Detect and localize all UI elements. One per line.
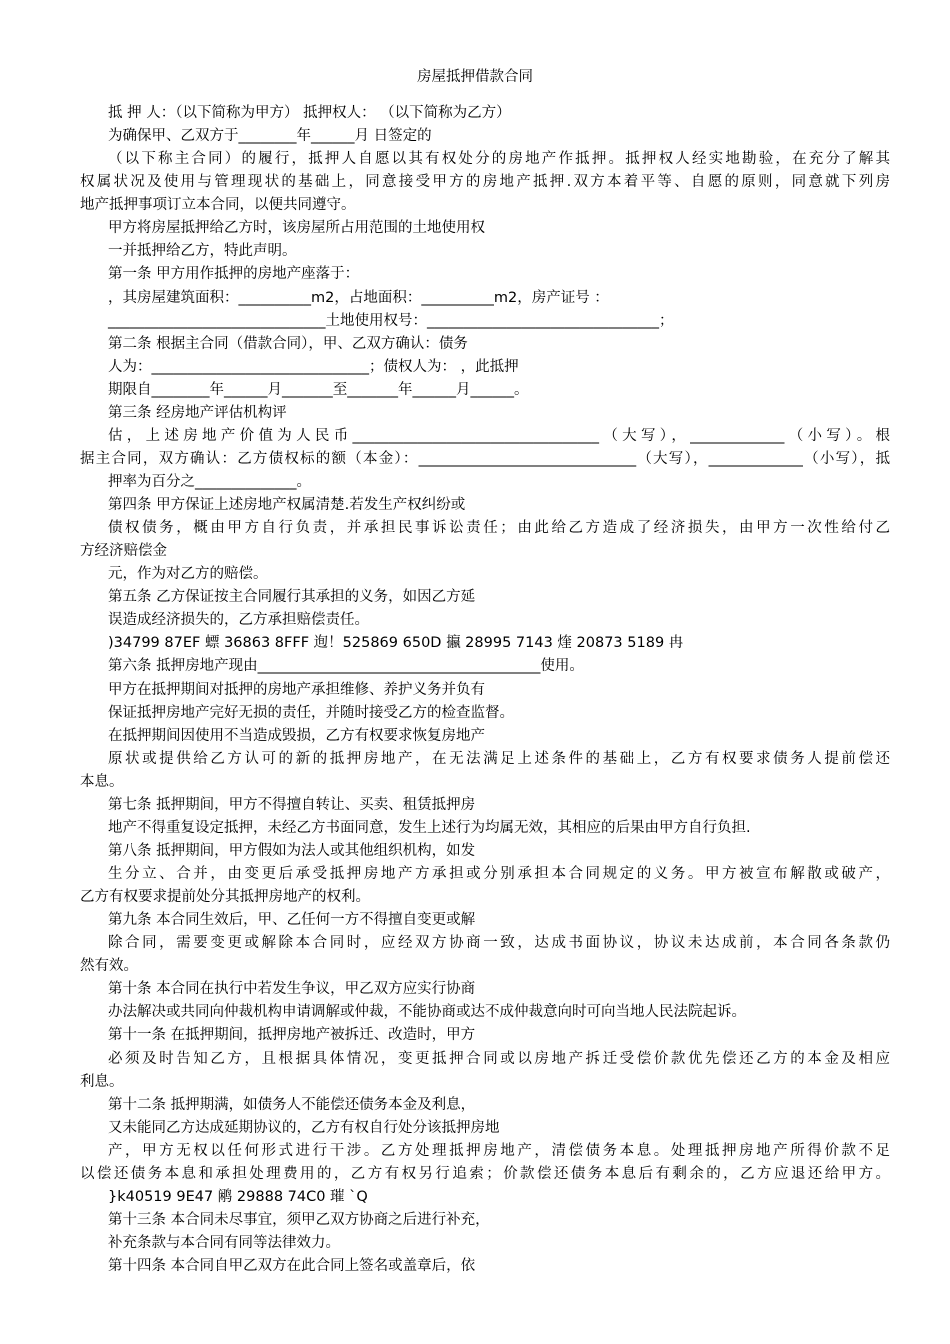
body-line: 利息。 <box>80 1073 124 1090</box>
body-line: 第四条 甲方保证上述房地产权属清楚.若发生产权纠纷或 <box>108 497 466 513</box>
body-line: 地产抵押事项订立本合同，以便共同遵守。 <box>80 197 356 214</box>
body-line: 第三条 经房地产评估机构评 <box>108 404 287 421</box>
body-line: 第九条 本合同生效后，甲、乙任何一方不得擅自变更或解 <box>108 912 476 929</box>
body-line: )34799 87EF 螵 36863 8FFF 迿！525869 650D 攍 28995 7143 煃 20873 5189 冉 <box>108 635 684 652</box>
body-line: 一并抵押给乙方，特此声明。 <box>108 243 297 260</box>
body-line: 期限自________年______月_______至_______年______月______。 <box>108 381 529 398</box>
body-line: 第十一条 在抵押期间，抵押房地产被拆迁、改造时，甲方 <box>108 1027 476 1044</box>
body-line: 人为：______________________________；债权人为： ，此抵押 <box>108 358 519 375</box>
body-line: 为确保甲、乙双方于________年______月 日签定的 <box>108 128 432 145</box>
body-line: 地产不得重复设定抵押，未经乙方书面同意，发生上述行为均属无效，其相应的后果由甲方自行负担. <box>108 819 751 836</box>
body-line: 又未能同乙方达成延期协议的，乙方有权自行处分该抵押房地 <box>108 1119 500 1136</box>
body-line: 估，上述房地产价值为人民币__________________________________（大写），_____________（小写）。根 <box>108 427 890 444</box>
body-line: 原状或提供给乙方认可的新的抵押房地产，在无法满足上述条件的基础上，乙方有权要求债务人提前偿还 <box>108 750 890 767</box>
body-line: 第十条 本合同在执行中若发生争议，甲乙双方应实行协商 <box>108 981 476 998</box>
body-line: 抵 押 人：（以下简称为甲方） 抵押权人： （以下简称为乙方） <box>108 105 511 121</box>
body-line: 第一条 甲方用作抵押的房地产座落于： <box>108 266 360 283</box>
body-line: 乙方有权要求提前处分其抵押房地产的权利。 <box>80 889 370 905</box>
body-line: ______________________________土地使用权号：________________________________； <box>108 312 674 329</box>
body-line: 第八条 抵押期间，甲方假如为法人或其他组织机构，如发 <box>108 842 476 859</box>
body-line: 权属状况及使用与管理现状的基础上，同意接受甲方的房地产抵押.双方本着平等、自愿的原则，同意就下列房 <box>80 174 890 191</box>
body-line: 第十四条 本合同自甲乙双方在此合同上签名或盖章后，依 <box>108 1258 476 1274</box>
body-line: 第七条 抵押期间，甲方不得擅自转让、买卖、租赁抵押房 <box>108 796 476 813</box>
body-line: 生分立、合并，由变更后承受抵押房地产方承担或分别承担本合同规定的义务。甲方被宣布解散或破产， <box>108 866 890 882</box>
body-line: 第五条 乙方保证按主合同履行其承担的义务，如因乙方延 <box>108 589 476 606</box>
body-line: 补充条款与本合同有同等法律效力。 <box>108 1234 340 1251</box>
body-line: 误造成经济损失的，乙方承担赔偿责任。 <box>108 612 369 629</box>
body-line: 在抵押期间因使用不当造成毁损，乙方有权要求恢复房地产 <box>108 727 485 744</box>
body-line: （以下称主合同）的履行，抵押人自愿以其有权处分的房地产作抵押。抵押权人经实地勘验，在充分了解其 <box>108 151 890 168</box>
body-line: 据主合同，双方确认：乙方债权标的额（本金）：______________________________（大写），_____________（小写），抵 <box>80 450 890 467</box>
body-line: 第二条 根据主合同（借款合同），甲、乙双方确认：债务 <box>108 335 468 352</box>
body-line: 产，甲方无权以任何形式进行干涉。乙方处理抵押房地产，清偿债务本息。处理抵押房地产所得价款不足 <box>108 1142 890 1159</box>
body-line: ，其房屋建筑面积：__________m2，占地面积：__________m2，房产证号 ： <box>108 289 609 306</box>
body-line: 以偿还债务本息和承担处理费用的，乙方有权另行追索；价款偿还债务本息后有剩余的，乙方应退还给甲方。 <box>80 1165 890 1182</box>
body-line: 方经济赔偿金 <box>80 543 167 560</box>
body-line: 债权债务，概由甲方自行负责，并承担民事诉讼责任；由此给乙方造成了经济损失，由甲方一次性给付乙 <box>108 520 890 537</box>
body-line: 押率为百分之______________。 <box>108 474 311 490</box>
body-line: 必须及时告知乙方，且根据具体情况，变更抵押合同或以房地产拆迁受偿价款优先偿还乙方的本金及相应 <box>108 1050 890 1067</box>
body-line: 办法解决或共同向仲裁机构申请调解或仲裁，不能协商或达不成仲裁意向时可向当地人民法院起诉。 <box>108 1004 746 1021</box>
body-line: 第十二条 抵押期满，如债务人不能偿还债务本金及利息， <box>108 1096 476 1113</box>
body-line: 第六条 抵押房地产现由_______________________________________使用。 <box>108 658 584 675</box>
body-line: 然有效。 <box>80 958 138 975</box>
body-line: 第十三条 本合同未尽事宜，须甲乙双方协商之后进行补充， <box>108 1211 490 1228</box>
body-line: 甲方将房屋抵押给乙方时，该房屋所占用范围的土地使用权 <box>108 220 485 237</box>
body-line: 元，作为对乙方的赔偿。 <box>108 566 268 583</box>
body-line: }k40519 9E47 鹇 29888 74C0 璀 `Q <box>108 1188 368 1205</box>
body-line: 保证抵押房地产完好无损的责任，并随时接受乙方的检查监督。 <box>108 704 514 721</box>
body-line: 甲方在抵押期间对抵押的房地产承担维修、养护义务并负有 <box>108 681 485 698</box>
document-title: 房屋抵押借款合同 <box>417 69 533 85</box>
body-line: 本息。 <box>80 773 124 790</box>
body-line: 除合同，需要变更或解除本合同时，应经双方协商一致，达成书面协议，协议未达成前，本合同各条款仍 <box>108 935 890 952</box>
